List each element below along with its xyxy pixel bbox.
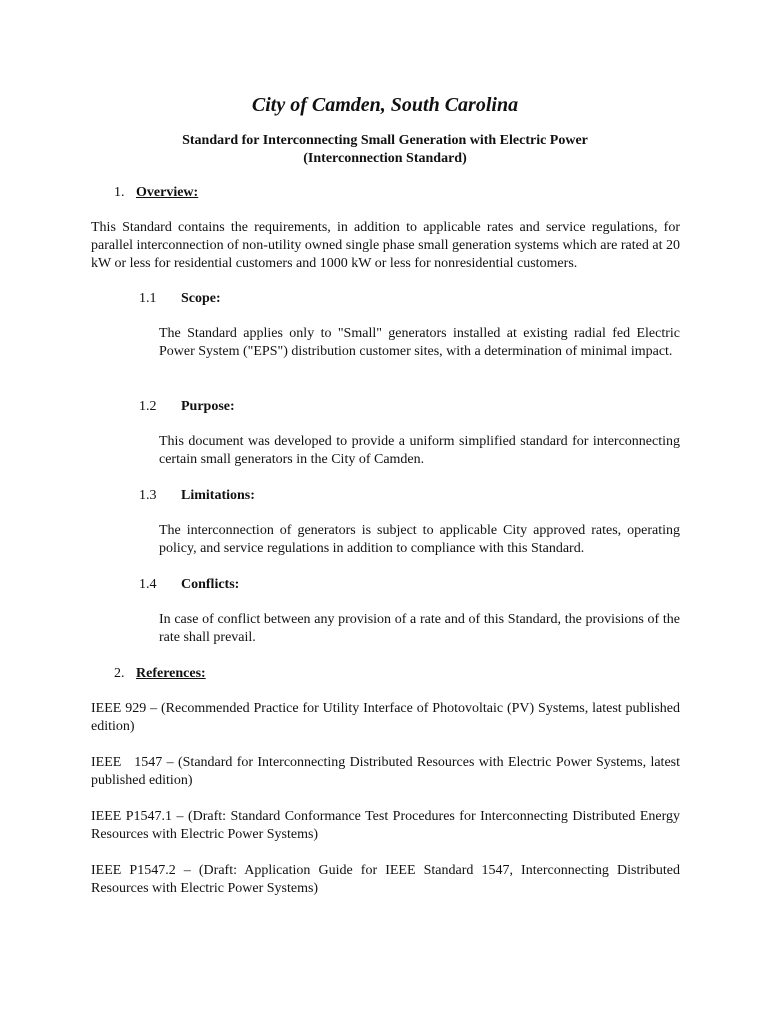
section-heading-overview (114, 184, 198, 202)
section-label: References: (136, 666, 206, 681)
reference-item: IEEE P1547.2 – (Draft: Application Guide for IEEE Standard 1547, Interconnecting Distributed Resources with Electric Power Systems) (91, 863, 680, 896)
reference-item: IEEE 1547 – (Standard for Interconnecting Distributed Resources with Electric Power Systems, latest published edition) (91, 755, 684, 788)
purpose-paragraph: This document was developed to provide a uniform simplified standard for interconnecting certain small generators in the City of Camden. (159, 434, 680, 467)
reference-item: IEEE 929 – (Recommended Practice for Utility Interface of Photovoltaic (PV) Systems, latest published edition) (91, 701, 680, 734)
scope-paragraph: The Standard applies only to "Small" generators installed at existing radial fed Electric Power System ("EPS") distribution customer sites, with a determination of minimal impact. (159, 326, 680, 359)
section-label: Overview: (136, 185, 199, 200)
subsection-label: Limitations: (181, 488, 255, 503)
subsection-number: 1.2 (139, 399, 157, 414)
subsection-heading-purpose (139, 398, 235, 416)
document-subtitle-line1: Standard for Interconnecting Small Generation with Electric Power (182, 133, 588, 148)
subsection-heading-scope (139, 290, 221, 308)
subsection-label: Scope: (181, 291, 221, 306)
overview-paragraph: This Standard contains the requirements, in addition to applicable rates and service regulations, for parallel interconnection of non-utility owned single phase small generation systems which are rated at 20 kW or less for residential customers and 1000 kW or less for nonresidential customers. (91, 220, 680, 271)
subsection-number: 1.1 (139, 291, 157, 306)
subsection-label: Purpose: (181, 399, 235, 414)
subsection-heading-conflicts (139, 576, 239, 594)
conflicts-paragraph: In case of conflict between any provision of a rate and of this Standard, the provisions of the rate shall prevail. (159, 612, 680, 645)
section-number: 1. (114, 185, 125, 200)
subsection-label: Conflicts: (181, 577, 240, 592)
section-heading-references (114, 665, 206, 683)
document-subtitle-line2: (Interconnection Standard) (303, 151, 467, 166)
subsection-number: 1.3 (139, 488, 157, 503)
reference-item: IEEE P1547.1 – (Draft: Standard Conformance Test Procedures for Interconnecting Distributed Energy Resources with Electric Power Systems) (91, 809, 680, 842)
limitations-paragraph: The interconnection of generators is subject to applicable City approved rates, operating policy, and service regulations in addition to compliance with this Standard. (159, 523, 680, 556)
subsection-number: 1.4 (139, 577, 157, 592)
section-number: 2. (114, 666, 125, 681)
subsection-heading-limitations (139, 487, 255, 505)
document-title: City of Camden, South Carolina (251, 94, 519, 116)
